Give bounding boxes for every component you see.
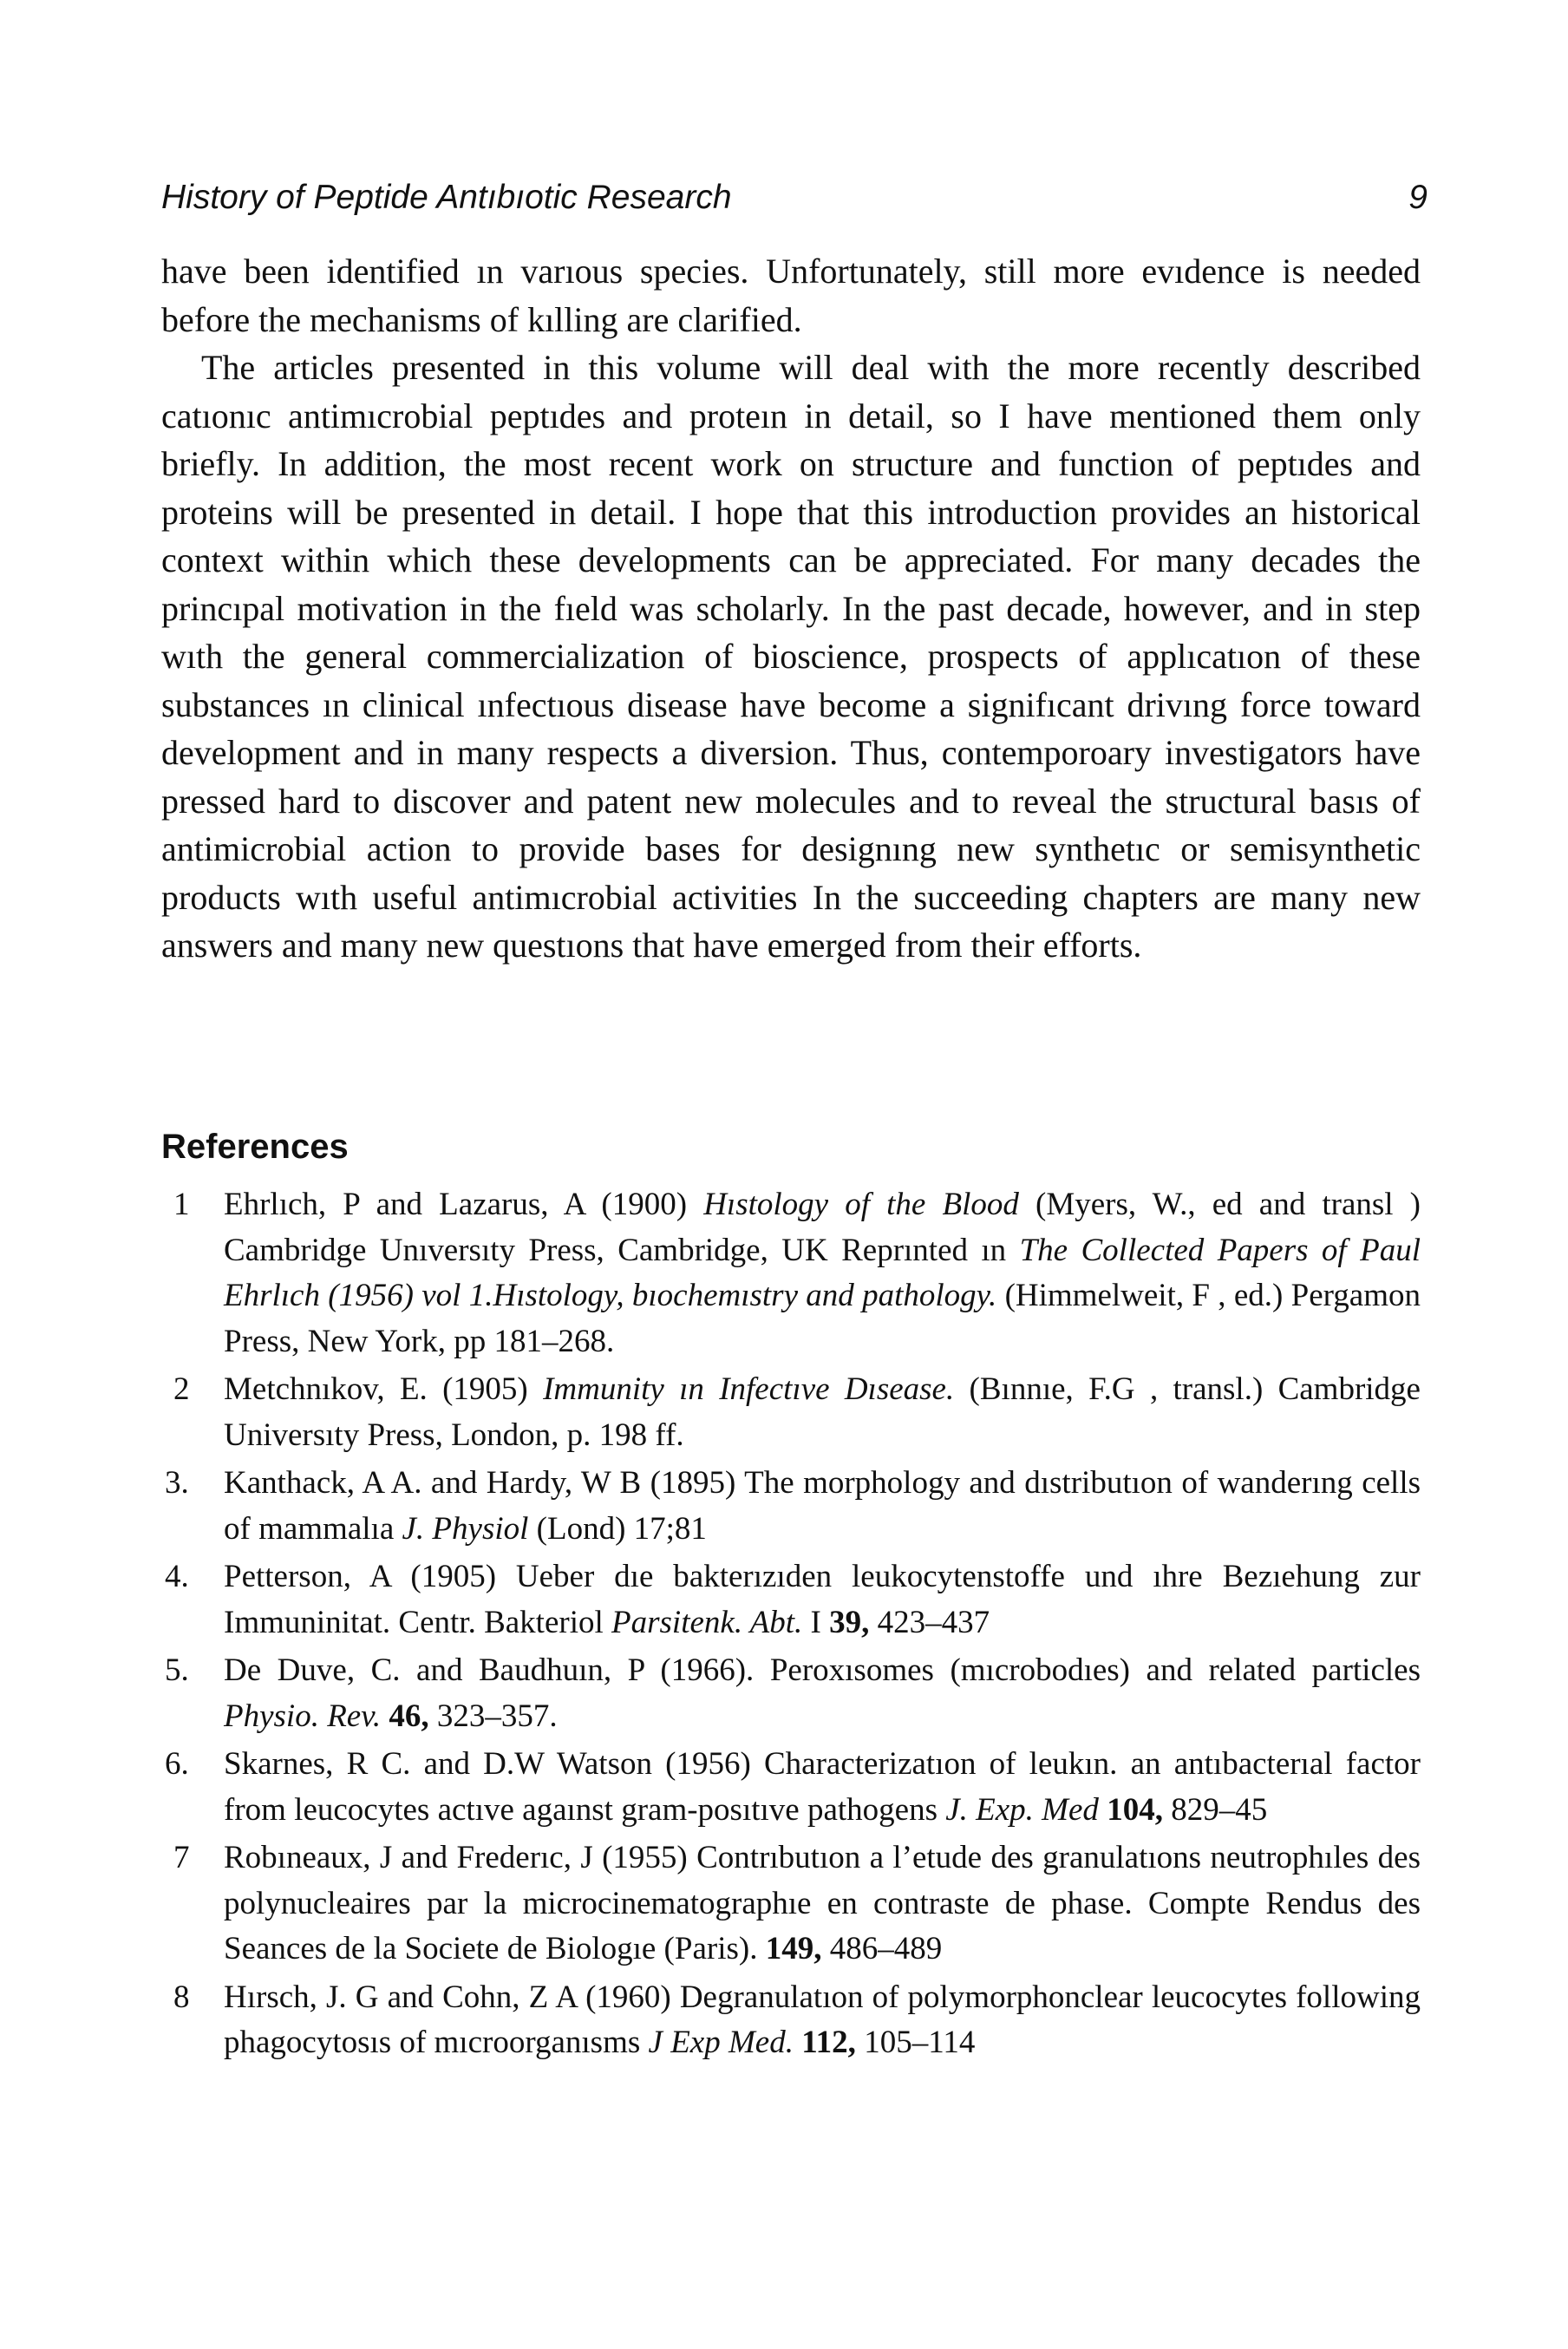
reference-number: 2 <box>173 1371 190 1407</box>
reference-number: 1 <box>173 1187 190 1222</box>
reference-journal: J Exp Med. <box>648 2025 794 2060</box>
reference-item-6 <box>161 1742 1421 1833</box>
reference-text: Hırsch, J. G and Cohn, Z A (1960) Degranulatıon of polymorphonclear leucocytes following phagocytosıs of mıcroorganısms <box>224 1979 1421 2060</box>
reference-number: 4. <box>165 1559 189 1594</box>
body-paragraph-2: The articles presented in this volume will deal with the more recently described catıonıc antimıcrobial peptıdes and proteın in detail, so I have mentioned them only briefly. In addition, the most recent work on structure and function of peptıdes and proteins will be presented in detail. I hope that this introduction provides an historical context within which these developments can be appreciated. For many decades the princıpal motivation in the fıeld was scholarly. In the past decade, however, and in step wıth the general commercialization of bioscience, prospects of applıcatıon of these substances ın clinical ınfectıous disease have become a signifıcant drivıng force toward development and in many respects a diversion. Thus, contemporoary investigators have pressed hard to discover and patent new molecules and to reveal the structural basıs of antimicrobial action to provide bases for designıng new synthetıc or semisynthetic products wıth useful antimıcrobial activities In the succeeding chapters are many new answers and many new questıons that have emerged from their efforts. <box>161 348 1421 965</box>
reference-item-5 <box>161 1648 1421 1739</box>
reference-item-7 <box>161 1835 1421 1973</box>
reference-pages: 486–489 <box>821 1931 943 1966</box>
reference-journal: J. Physiol <box>402 1510 529 1547</box>
reference-text: (Lond) 17;81 <box>528 1510 707 1547</box>
reference-number: 8 <box>173 1979 190 2015</box>
reference-text: Petterson, A (1905) Ueber dıe bakterızıden leukocytenstoffe und ıhre Bezıehung zur Immuninitat. Centr. Bakteriol <box>224 1559 1421 1640</box>
reference-number: 6. <box>165 1746 189 1782</box>
reference-text: I <box>802 1604 830 1640</box>
reference-volume: 46, <box>389 1698 429 1734</box>
reference-journal: J. Exp. Med <box>945 1791 1099 1828</box>
reference-book-title: Hıstology of the Blood <box>703 1187 1019 1222</box>
reference-text: Skarnes, R C. and D.W Watson (1956) Characterizatıon of leukın. an antıbacterıal factor from leucocytes actıve agaınst gram-posıtıve pathogens <box>224 1746 1421 1828</box>
reference-volume: 149, <box>765 1931 822 1966</box>
reference-text: Robıneaux, J and Frederıc, J (1955) Contrıbutıon a l’etude des granulatıons neutrophıles des polynucleaires par la microcinematographıe en contraste de phase. Compte Rendus des Seances de la Societe de Biologıe (Paris). <box>224 1840 1421 1966</box>
reference-pages: 423–437 <box>869 1604 990 1640</box>
running-head-title: History of Peptide Antıbıotic Research <box>161 179 732 216</box>
reference-text: (Bınnıe, F.G , transl.) Cambridge Universıty Press, London, p. 198 ff. <box>224 1371 1421 1453</box>
reference-text: (Himmelweit, F , ed.) Pergamon Press, New York, pp 181–268. <box>224 1278 1421 1359</box>
running-head <box>161 172 1428 224</box>
reference-text: De Duve, C. and Baudhuın, P (1966). Peroxısomes (mıcrobodıes) and related particles <box>224 1652 1421 1688</box>
reference-item-4 <box>161 1554 1421 1646</box>
reference-text: Ehrlıch, P and Lazarus, A (1900) <box>224 1187 704 1222</box>
body-paragraph-1: have been identified ın varıous species. Unfortunately, still more evıdence is needed before the mechanisms of kılling are clarified. <box>161 252 1421 339</box>
reference-text <box>1099 1792 1107 1828</box>
reference-journal: Parsitenk. Abt. <box>611 1604 803 1640</box>
reference-volume: 104, <box>1107 1791 1163 1828</box>
reference-journal: Physio. Rev. <box>224 1698 382 1734</box>
reference-text: Metchnıkov, E. (1905) <box>224 1371 544 1407</box>
body-text <box>161 247 1421 970</box>
reference-text: Kanthack, A A. and Hardy, W B (1895) The morphology and dıstributıon of wanderıng cells of mammalıa <box>224 1465 1421 1547</box>
reference-book-title: The Collected Papers of Paul Ehrlıch (1956) vol 1.Hıstology, bıochemıstry and pathology. <box>224 1232 1421 1313</box>
reference-list <box>161 1182 1421 2069</box>
page-number: 9 <box>1408 179 1428 216</box>
reference-number: 7 <box>173 1840 190 1875</box>
reference-pages: 829–45 <box>1162 1791 1268 1828</box>
reference-number: 3. <box>165 1465 189 1501</box>
reference-item-3 <box>161 1461 1421 1552</box>
reference-number: 5. <box>165 1652 189 1688</box>
reference-pages: 323–357. <box>428 1698 558 1734</box>
reference-volume: 112, <box>801 2025 856 2060</box>
reference-item-2 <box>161 1367 1421 1458</box>
reference-item-1 <box>161 1182 1421 1364</box>
reference-book-title: Immunity ın Infectıve Dısease. <box>543 1371 955 1407</box>
reference-pages: 105–114 <box>855 2025 976 2060</box>
reference-item-8 <box>161 1975 1421 2066</box>
reference-text <box>794 2025 801 2060</box>
reference-text: (Myers, W., ed and transl ) Cambridge Unıversıty Press, Cambridge, UK Reprınted ın <box>224 1187 1421 1268</box>
references-heading: References <box>161 1128 349 1166</box>
reference-volume: 39, <box>829 1604 870 1640</box>
